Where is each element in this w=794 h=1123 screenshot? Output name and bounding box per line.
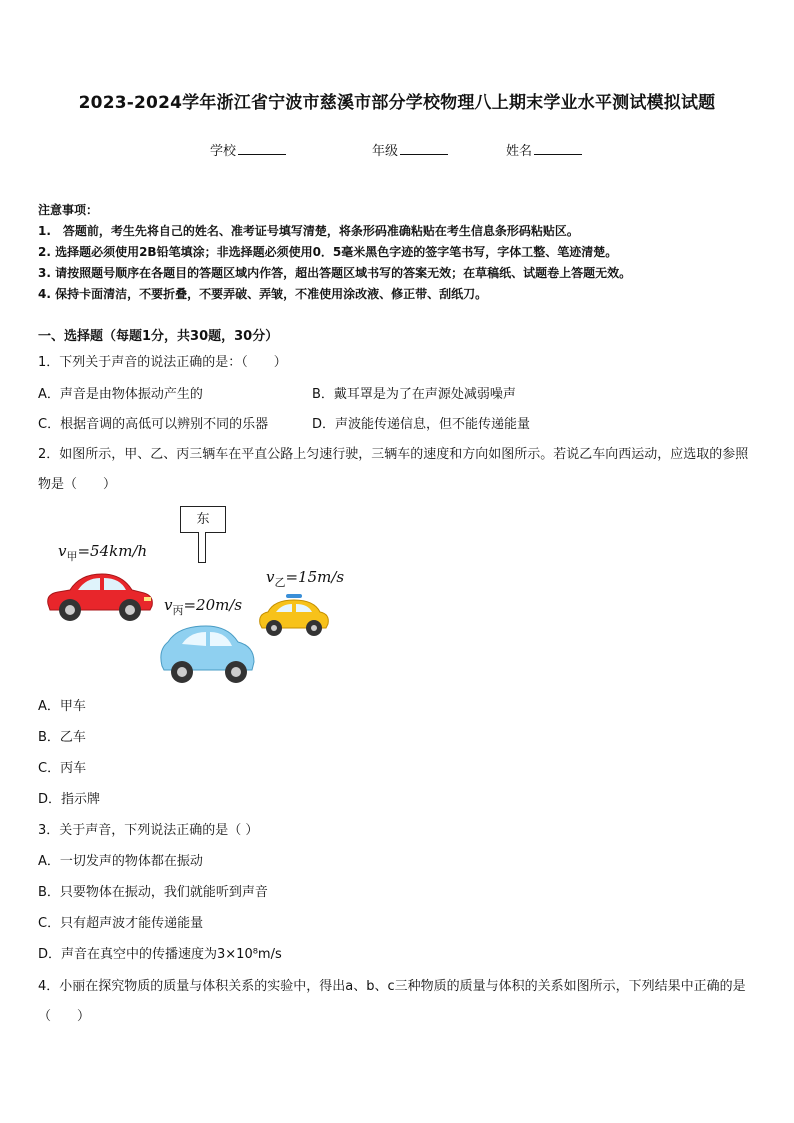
q1-stem: 1．下列关于声音的说法正确的是：（ ） (38, 355, 287, 370)
blue-car-bing (156, 620, 260, 686)
q2-option-c[interactable]: C．丙车 (38, 761, 87, 776)
red-car-jia (44, 566, 156, 624)
q3-option-b[interactable]: B．只要物体在振动，我们就能听到声音 (38, 885, 268, 900)
grade-blank[interactable] (400, 142, 448, 155)
velocity-yi-value: =15m/s (285, 568, 345, 586)
q2-option-b[interactable]: B．乙车 (38, 730, 86, 745)
velocity-jia: $v_甲=54km/h$ (58, 542, 148, 563)
q2-option-a[interactable]: A．甲车 (38, 699, 86, 714)
grade-field[interactable] (372, 140, 448, 159)
velocity-bing: $v_丙=20m/s$ (164, 596, 243, 617)
name-label: 姓名 (506, 144, 533, 159)
yellow-car-yi (256, 592, 332, 638)
notice-item: 1. 答题前，考生先将自己的姓名、准考证号填写清楚，将条形码准确粘贴在考生信息条形码粘贴区。 (38, 224, 579, 238)
page-title: 2023-2024学年浙江省宁波市慈溪市部分学校物理八上期末学业水平测试模拟试题 (78, 93, 716, 113)
q3-option-c[interactable]: C．只有超声波才能传递能量 (38, 916, 204, 931)
q2-stem: 2．如图所示，甲、乙、丙三辆车在平直公路上匀速行驶，三辆车的速度和方向如图所示。若说乙车向西运动，应选取的参照物是（ ） (38, 447, 749, 492)
notice-item: 3. 请按照题号顺序在各题目的答题区域内作答，超出答题区域书写的答案无效；在草稿纸、试题卷上答题无效。 (38, 266, 632, 280)
name-field[interactable] (506, 140, 582, 159)
q2-option-d[interactable]: D．指示牌 (38, 792, 101, 807)
q3-option-d[interactable]: D．声音在真空中的传播速度为3×10⁸m/s (38, 947, 282, 962)
velocity-jia-sub: 甲 (66, 550, 78, 563)
velocity-yi: $v_乙=15m/s$ (266, 568, 345, 589)
velocity-bing-sub: 丙 (172, 604, 184, 617)
section-heading: 一、选择题（每题1分，共30题，30分） (38, 329, 279, 344)
name-blank[interactable] (534, 142, 582, 155)
direction-sign: 东 (180, 506, 226, 533)
notice-item: 2. 选择题必须使用2B铅笔填涂；非选择题必须使用0．5毫米黑色字迹的签字笔书写，字体工整、笔迹清楚。 (38, 245, 618, 259)
q4-stem: 4．小丽在探究物质的质量与体积关系的实验中，得出a、b、c三种物质的质量与体积的关系如图所示，下列结果中正确的是（ ） (38, 979, 746, 1024)
q1-option-a[interactable]: A．声音是由物体振动产生的 (38, 387, 203, 402)
velocity-jia-value: =54km/h (77, 542, 148, 560)
sign-pole (198, 532, 206, 563)
q1-option-b[interactable]: B．戴耳罩是为了在声源处减弱噪声 (312, 387, 516, 402)
notice-block (38, 200, 631, 305)
velocity-yi-sub: 乙 (274, 576, 286, 589)
q1-option-d[interactable]: D．声波能传递信息，但不能传递能量 (312, 417, 531, 432)
notice-item: 4. 保持卡面清洁，不要折叠，不要弄破、弄皱，不准使用涂改液、修正带、刮纸刀。 (38, 287, 488, 301)
q3-stem: 3．关于声音，下列说法正确的是（ ） (38, 823, 259, 838)
grade-label: 年级 (372, 144, 399, 159)
q3-option-a[interactable]: A．一切发声的物体都在振动 (38, 854, 203, 869)
school-blank[interactable] (238, 142, 286, 155)
school-field[interactable] (210, 140, 286, 159)
notice-heading: 注意事项： (38, 203, 99, 217)
school-label: 学校 (210, 144, 237, 159)
q1-option-c[interactable]: C．根据音调的高低可以辨别不同的乐器 (38, 417, 269, 432)
velocity-bing-value: =20m/s (183, 596, 243, 614)
